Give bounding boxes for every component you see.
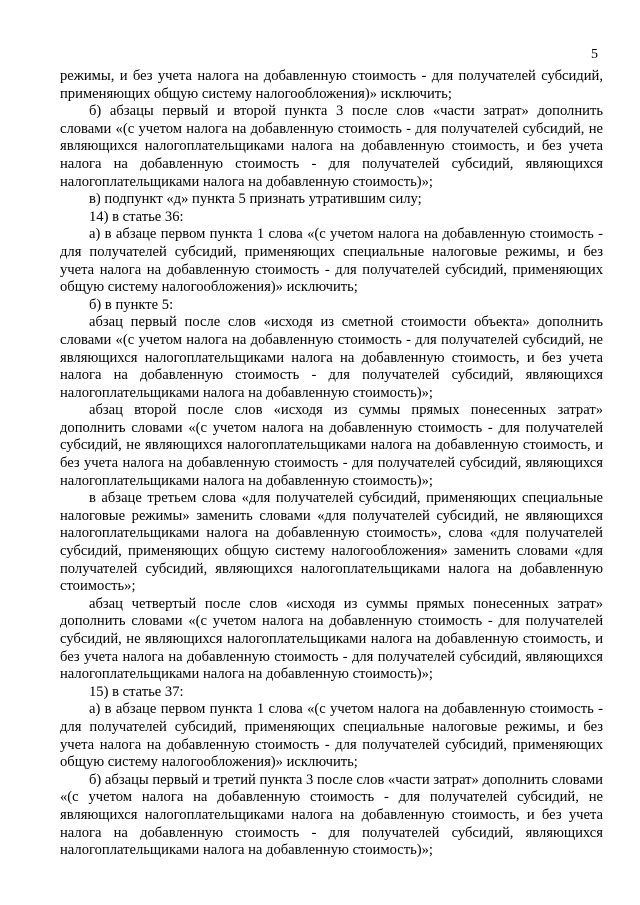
paragraph: б) в пункте 5: [89, 296, 174, 313]
paragraph: а) в абзаце первом пункта 1 слова «(с учетом налога на добавленную стоимость - для получателей субсидий, применяющих специальные налоговые режимы, и без учета налога на добавленную стоимость - для получателей субсидий, применяющих общую систему налогообложения)» исключить; [60, 701, 603, 771]
paragraph: б) абзацы первый и третий пункта 3 после слов «части затрат» дополнить словами «(с учетом налога на добавленную стоимость - для получателей субсидий, не являющихся налогоплательщиками налога на добавленную стоимость, и без учета налога на добавленную стоимость - для получателей субсидий, являющихся налогоплательщиками налога на добавленную стоимость)»; [60, 771, 603, 859]
paragraph: б) абзацы первый и второй пункта 3 после слов «части затрат» дополнить словами «(с учетом налога на добавленную стоимость - для получателей субсидий, не являющихся налогоплательщиками налога на добавленную стоимость, и без учета налога на добавленную стоимость - для получателей субсидий, являющихся налогоплательщиками налога на добавленную стоимость)»; [60, 103, 603, 190]
paragraph: в) подпункт «д» пункта 5 признать утратившим силу; [89, 191, 422, 208]
document-body [60, 68, 603, 860]
page-number: 5 [591, 47, 598, 62]
paragraph: а) в абзаце первом пункта 1 слова «(с учетом налога на добавленную стоимость - для получателей субсидий, применяющих специальные налоговые режимы, и без учета налога на добавленную стоимость - для получателей субсидий, применяющих общую систему налогообложения)» исключить; [60, 226, 603, 296]
paragraph: 15) в статье 37: [89, 683, 184, 700]
paragraph: абзац первый после слов «исходя из сметной стоимости объекта» дополнить словами «(с учетом налога на добавленную стоимость - для получателей субсидий, не являющихся налогоплательщиками налога на добавленную стоимость, и без учета налога на добавленную стоимость - для получателей субсидий, являющихся налогоплательщиками налога на добавленную стоимость)»; [60, 314, 603, 401]
paragraph: в абзаце третьем слова «для получателей субсидий, применяющих специальные налоговые режимы» заменить словами «для получателей субсидий, не являющихся налогоплательщиками налога на добавленную стоимость», слова «для получателей субсидий, применяющих общую систему налогообложения» заменить словами «для получателей субсидий, являющихся налогоплательщиками налога на добавленную стоимость»; [60, 490, 603, 595]
paragraph: режимы, и без учета налога на добавленную стоимость - для получателей субсидий, применяющих общую систему налогообложения)» исключить; [60, 68, 603, 102]
paragraph: 14) в статье 36: [89, 208, 184, 225]
paragraph: абзац четвертый после слов «исходя из суммы прямых понесенных затрат» дополнить словами «(с учетом налога на добавленную стоимость - для получателей субсидий, не являющихся налогоплательщиками налога на добавленную стоимость, и без учета налога на добавленную стоимость - для получателей субсидий, являющихся налогоплательщиками налога на добавленную стоимость)»; [60, 595, 603, 683]
paragraph: абзац второй после слов «исходя из суммы прямых понесенных затрат» дополнить словами «(с учетом налога на добавленную стоимость - для получателей субсидий, не являющихся налогоплательщиками налога на добавленную стоимость, и без учета налога на добавленную стоимость - для получателей субсидий, являющихся налогоплательщиками налога на добавленную стоимость)»; [60, 402, 603, 489]
